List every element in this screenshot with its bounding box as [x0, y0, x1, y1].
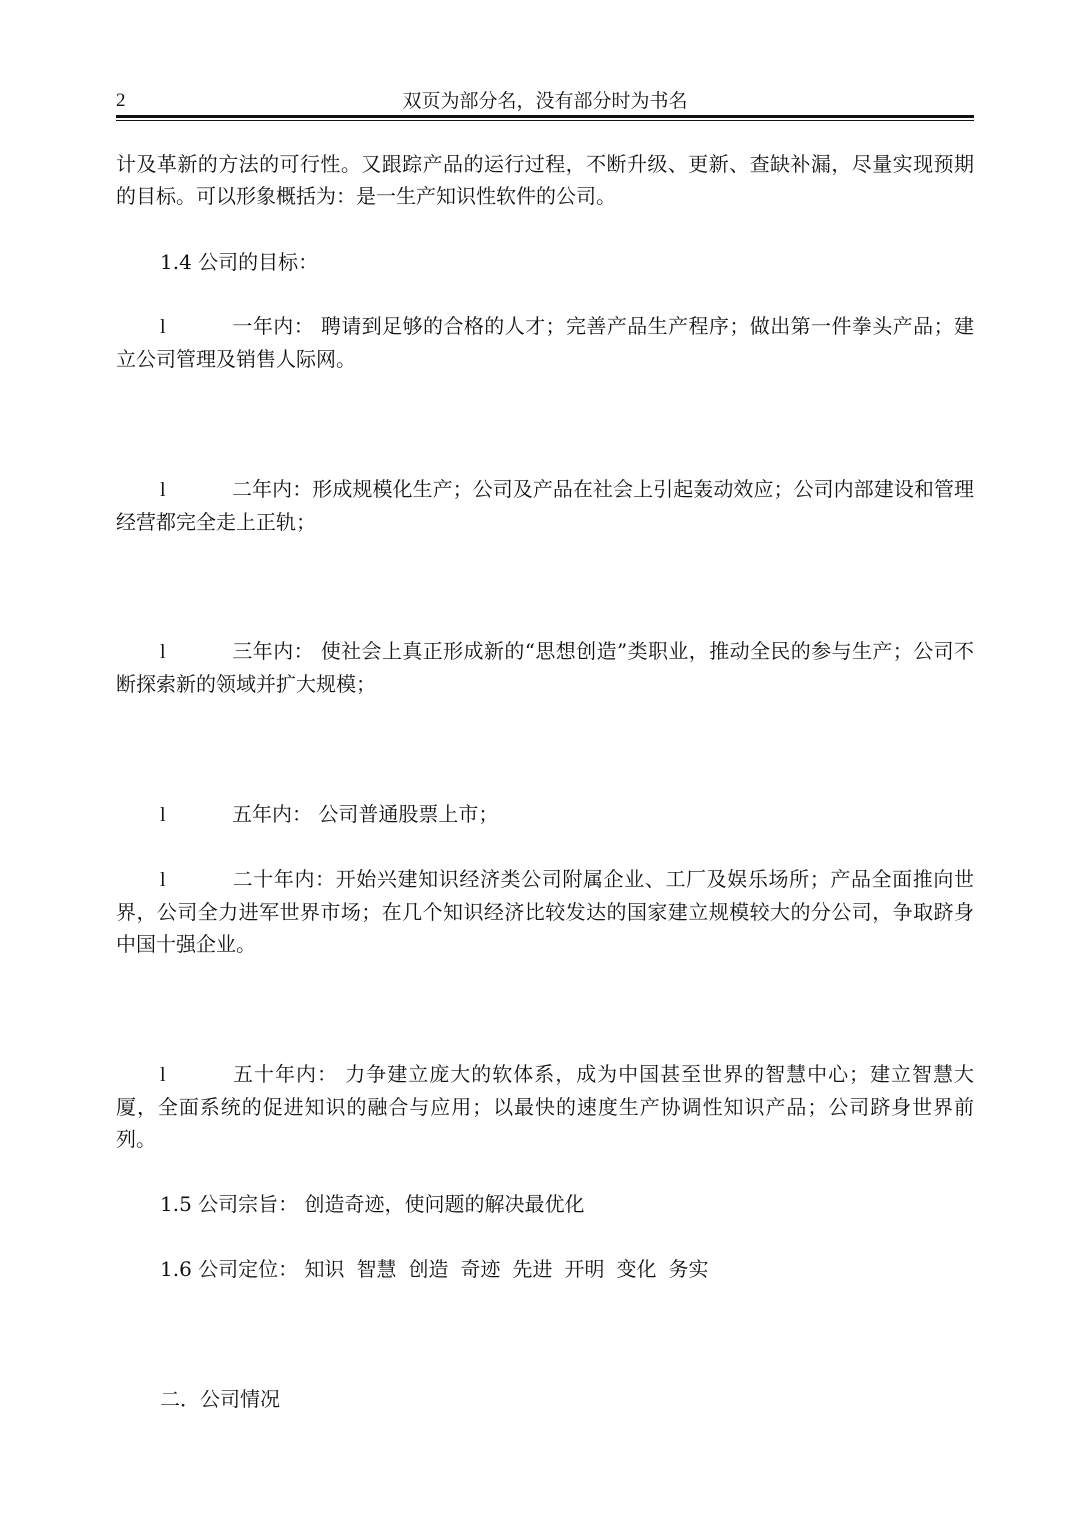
goal-item-3-years [116, 635, 974, 700]
goal-text: 公司普通股票上市； [312, 802, 499, 826]
goal-period: 一年内： [232, 314, 315, 338]
page-header [116, 88, 974, 116]
running-title: 双页为部分名，没有部分时为书名 [402, 90, 688, 112]
positioning-word: 先进 [512, 1257, 553, 1281]
header-rule-thick [116, 115, 974, 118]
bullet-marker: l [160, 479, 166, 501]
section-2-heading: 二．公司情况 [160, 1387, 280, 1411]
goal-item-50-years [116, 1058, 974, 1155]
section-1-6-label: 1.6 公司定位： [160, 1257, 299, 1281]
bullet-marker: l [160, 316, 166, 338]
bullet-marker: l [160, 804, 166, 826]
goal-text: 聘请到足够的合格的人才；完善产品生产程序；做出第一件拳头产品；建立公司管理及销售人际网。 [116, 314, 975, 371]
goal-period: 二年内： [232, 477, 313, 501]
bullet-marker: l [160, 1064, 166, 1086]
bullet-marker: l [160, 641, 166, 663]
goal-period: 五年内： [232, 802, 312, 826]
positioning-word: 智慧 [356, 1257, 397, 1281]
goal-text: 力争建立庞大的软体系，成为中国甚至世界的智慧中心；建立智慧大厦，全面系统的促进知识的融合与应用；以最快的速度生产协调性知识产品；公司跻身世界前列。 [116, 1062, 975, 1151]
page-number: 2 [116, 90, 126, 111]
positioning-word: 变化 [616, 1257, 657, 1281]
goal-text: 开始兴建知识经济类公司附属企业、工厂及娱乐场所；产品全面推向世界，公司全力进军世界市场；在几个知识经济比较发达的国家建立规模较大的分公司，争取跻身中国十强企业。 [116, 867, 975, 956]
section-1-5-label: 1.5 公司宗旨： [160, 1192, 299, 1216]
goal-item-1-year [116, 310, 974, 375]
goal-item-5-years [116, 798, 974, 831]
goal-period: 三年内： [232, 639, 314, 663]
goal-item-2-years [116, 473, 974, 538]
section-1-5-value: 创造奇迹，使问题的解决最优化 [304, 1192, 585, 1216]
positioning-word: 创造 [408, 1257, 449, 1281]
positioning-word: 务实 [668, 1257, 709, 1281]
intro-paragraph: 计及革新的方法的可行性。又跟踪产品的运行过程，不断升级、更新、查缺补漏，尽量实现预期的目标。可以形象概括为：是一生产知识性软件的公司。 [116, 152, 974, 208]
bullet-marker: l [160, 869, 166, 891]
header-rule-thin [116, 120, 974, 121]
goal-text: 形成规模化生产；公司及产品在社会上引起轰动效应；公司内部建设和管理经营都完全走上正轨； [116, 477, 975, 534]
section-1-5 [160, 1188, 585, 1220]
positioning-word: 开明 [564, 1257, 605, 1281]
goal-period: 五十年内： [232, 1062, 338, 1086]
section-1-6 [160, 1253, 721, 1285]
goal-text: 使社会上真正形成新的“思想创造”类职业，推动全民的参与生产；公司不断探索新的领域并扩大规模； [116, 639, 974, 696]
goal-period: 二十年内： [232, 867, 336, 891]
section-1-4-heading: 1.4 公司的目标： [160, 250, 319, 274]
positioning-word: 知识 [304, 1257, 345, 1281]
goal-item-20-years [116, 863, 974, 960]
positioning-word: 奇迹 [460, 1257, 501, 1281]
